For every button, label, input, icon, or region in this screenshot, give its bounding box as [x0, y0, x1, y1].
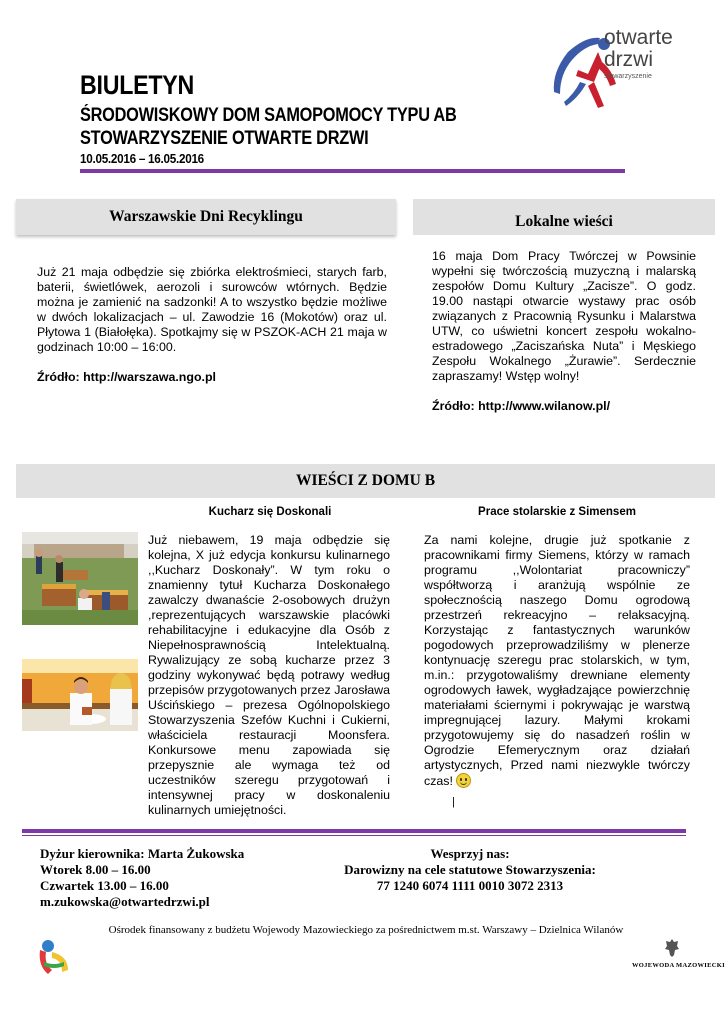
community-house-logo-icon	[34, 936, 74, 978]
garden-workshop-photo	[22, 532, 138, 625]
logo-text-stowarzyszenie: stowarzyszenie	[604, 73, 652, 80]
recycling-body: Już 21 maja odbędzie się zbiórka elektrośmieci, starych farb, baterii, świetlówek, aerozoli i surowców wtórnych. Będzie można je zamienić na sadzonki! A to wszystko będzie możliwe w dwóch lokalizacjach – ul. Zawodzie 16 (Mokotów) oraz ul. Płytowa 1 (Białołęka). Spotkajmy się w PSZOK-ACH 21 maja w godzinach 10:00 – 16:00.	[37, 265, 387, 354]
footer-divider-thin	[22, 835, 686, 836]
logo-text-otwarte: otwarte	[604, 26, 673, 49]
bulletin-subtitle-association: STOWARZYSZENIE OTWARTE DRZWI	[80, 128, 369, 149]
subheading-carpentry: Prace stolarskie z Simensem	[478, 506, 636, 518]
eagle-emblem-icon	[664, 938, 680, 958]
funding-note: Ośrodek finansowany z budżetu Wojewody Mazowieckiego za pośrednictwem m.st. Warszawy – Dzielnica Wilanów	[108, 924, 624, 936]
footer-divider	[22, 829, 686, 833]
local-news-body: 16 maja Dom Pracy Twórczej w Powsinie wypełni się twórczością muzyczną i malarską zespołów Domu Kultury „Zacisze”. O godz. 19.00 nastąpi otwarcie wystawy prac osób związanych z Pracownią Rysunku i Malarstwa UTW, co uświetni koncert zespołu wokalno-estradowego „Zaciszańska Nuta” i Męskiego Zespołu Wokalnego „Żurawie”. Serdecznie zapraszamy! Wstęp wolny!	[432, 249, 696, 383]
carpentry-body	[424, 533, 690, 789]
duty-manager: Dyżur kierownika: Marta Żukowska	[40, 846, 245, 861]
voivode-label: WOJEWODA MAZOWIECKI	[632, 962, 725, 969]
duty-tuesday: Wtorek 8.00 – 16.00	[40, 862, 151, 877]
section-heading-house-news: WIEŚCI Z DOMU B	[16, 464, 715, 498]
cook-article	[148, 533, 390, 818]
bulletin-dates: 10.05.2016 – 16.05.2016	[80, 151, 204, 166]
support-title: Wesprzyj nas:	[430, 846, 510, 861]
carpentry-body-text: Za nami kolejne, drugie już spotkanie z pracownikami firmy Siemens, którzy w ramach programu ,,Wolontariat pracowniczy” współtworzą i aranżują wspólnie ze społecznością naszego Domu ogrodową przestrzeń rekreacyjno – relaksacyjną. Korzystając z fantastycznych warunków pogodowych przeprowadziliśmy w plenerze kontynuację szeregu prac stolarskich, w tym, m.in.: przygotowaliśmy drewniane elementy ogrodowych ławek, wygładzające powierzchnię materiałami ściernymi i pokrywając je warstwą impregnującej lazury. Małymi krokami przygotowujemy się do nasadzeń roślin w Ogrodzie Efemerycznym oraz działań artystycznych, Przed nami niezwykle twórczy czas!	[424, 533, 690, 788]
section-heading-local-news: Lokalne wieści	[413, 199, 715, 235]
bulletin-title: BIULETYN	[80, 70, 195, 100]
local-news-article	[432, 249, 696, 414]
duty-thursday: Czwartek 13.00 – 16.00	[40, 878, 169, 893]
cooks-photo	[22, 659, 138, 731]
cook-body: Już niebawem, 19 maja odbędzie się kolejna, X już edycja konkursu kulinarnego ,,Kucharz Doskonały”. W tym roku o znamienny tytuł Kucharza Doskonałego zawalczy dwanaście 2-osobowych drużyn ,reprezentujących warszawskie placówki rehabilitacyjne i edukacyjne dla Osób z Niepełnosprawnością Intelektualną. Rywalizujący ze sobą kucharze przez 3 godziny wykonywać będą potrawy według przepisów przygotowanych przez Jarosława Uścińskiego – prezesa Ogólnopolskiego Stowarzyszenia Szefów Kuchni i Cukierni, właściciela restauracji Moonsfera. Konkursowe menu zapowiada się przepysznie ale wymaga też od uczestników szeregu przygotowań i intensywnej pracy w doskonaleniu kulinarnych umiejętności.	[148, 533, 390, 817]
recycling-article	[37, 265, 387, 385]
smiley-icon	[456, 773, 471, 788]
footer-support	[330, 846, 610, 894]
subheading-cook: Kucharz się Doskonali	[208, 506, 332, 518]
support-line: Darowizny na cele statutowe Stowarzyszenia:	[344, 862, 596, 877]
local-news-source: Źródło: http://www.wilanow.pl/	[432, 399, 611, 413]
section-heading-recycling: Warszawskie Dni Recyklingu	[16, 199, 396, 235]
recycling-source: Źródło: http://warszawa.ngo.pl	[37, 370, 216, 384]
footer-contact	[40, 846, 244, 910]
logo-text-drzwi: drzwi	[604, 48, 654, 71]
header-divider	[80, 169, 625, 173]
contact-email[interactable]: m.zukowska@otwartedrzwi.pl	[40, 894, 210, 909]
carpentry-article	[424, 533, 690, 789]
bulletin-subtitle-facility: ŚRODOWISKOWY DOM SAMOPOMOCY TYPU AB	[80, 105, 457, 126]
stray-mark: |	[452, 796, 455, 808]
bank-account: 77 1240 6074 1111 0010 3072 2313	[376, 878, 564, 893]
